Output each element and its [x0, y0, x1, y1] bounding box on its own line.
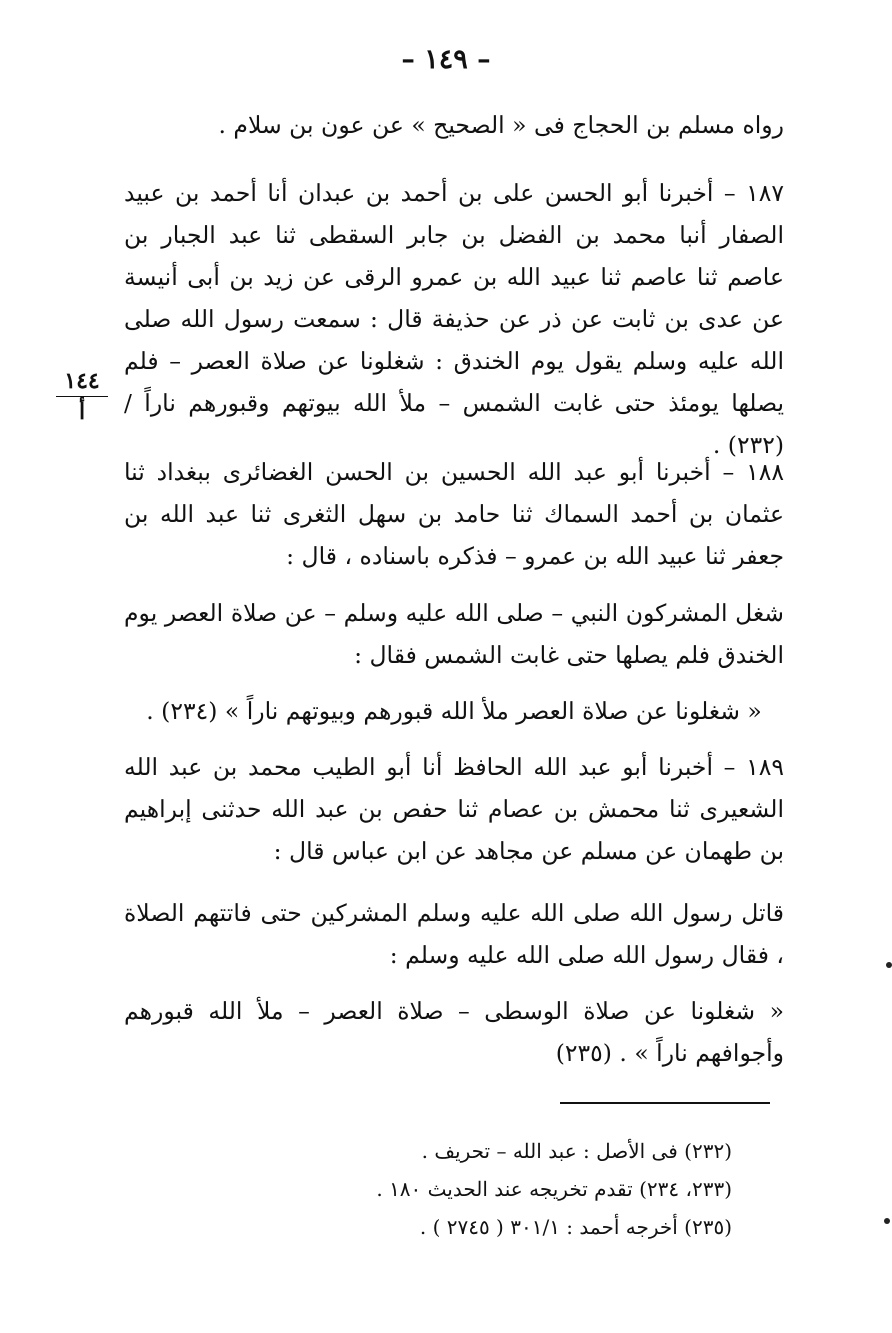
hadith-189: [124, 746, 784, 872]
paragraph-text: ١٨٧ – أخبرنا أبو الحسن على بن أحمد بن عبدان أنا أحمد بن عبيد الصفار أنبا محمد بن الفضل بن جابر السقطى ثنا عبد الجبار بن عاصم ثنا عاصم ثنا عبيد الله بن عمرو الرقى عن زيد بن أبى أنيسة عن عدى بن ثابت عن ذر عن حذيفة قال : سمعت رسول الله صلى الله عليه وسلم يقول يوم الخندق : شغلونا عن صلاة العصر – فلم يصلها يومئذ حتى غابت الشمس – ملأ الله بيوتهم وقبورهم ناراً / (٢٣٢) .: [124, 179, 784, 459]
hadith-188-quote: [124, 690, 784, 732]
hadith-189-text: [124, 892, 784, 976]
hadith-188: [124, 451, 784, 577]
paragraph-text: ١٨٨ – أخبرنا أبو عبد الله الحسين بن الحسن الغضائرى ببغداد ثنا عثمان بن أحمد السماك ثنا حامد بن سهل الثغرى ثنا عبد الله بن جعفر ثنا عبيد الله بن عمرو – فذكره باسناده ، قال :: [124, 458, 784, 570]
paragraph-text: قاتل رسول الله صلى الله عليه وسلم المشركين حتى فاتتهم الصلاة ، فقال رسول الله صلى الله عليه وسلم :: [124, 899, 784, 969]
paragraph-intro: [124, 104, 784, 146]
paragraph-text: « شغلونا عن صلاة الوسطى – صلاة العصر – ملأ الله قبورهم وأجوافهم ناراً » . (٢٣٥): [124, 997, 784, 1067]
footnote: (٢٣٣، ٢٣٤) تقدم تخريجه عند الحديث ١٨٠ .: [376, 1177, 732, 1201]
hadith-187: [124, 172, 784, 466]
paragraph-text: « شغلونا عن صلاة العصر ملأ الله قبورهم وبيوتهم ناراً » (٢٣٤) .: [146, 697, 762, 725]
margin-note-side: أ: [78, 399, 86, 425]
hadith-189-quote: [124, 990, 784, 1074]
footnote: (٢٣٥) أخرجه أحمد : ٣٠١/١ ( ٢٧٤٥ ) .: [419, 1215, 732, 1239]
paragraph-text: رواه مسلم بن الحجاج فى « الصحيح » عن عون بن سلام .: [218, 111, 784, 139]
scan-speck: [886, 962, 892, 968]
footnotes: [172, 1132, 732, 1246]
page-number: – ١٤٩ –: [401, 44, 491, 75]
footnote-divider: [560, 1102, 770, 1104]
hadith-188-text: [124, 592, 784, 676]
paragraph-text: شغل المشركون النبي – صلى الله عليه وسلم – عن صلاة العصر يوم الخندق فلم يصلها حتى غابت الشمس فقال :: [124, 599, 784, 669]
scan-speck: [884, 1218, 890, 1224]
margin-note-number: ١٤٤: [56, 368, 108, 397]
paragraph-text: ١٨٩ – أخبرنا أبو عبد الله الحافظ أنا أبو الطيب محمد بن عبد الله الشعيرى ثنا محمش بن عصام ثنا حفص بن عبد الله حدثنى إبراهيم بن طهمان عن مسلم عن مجاهد عن ابن عباس قال :: [124, 753, 784, 865]
margin-folio-note: [56, 368, 108, 425]
footnote: (٢٣٢) فى الأصل : عبد الله – تحريف .: [421, 1139, 732, 1163]
